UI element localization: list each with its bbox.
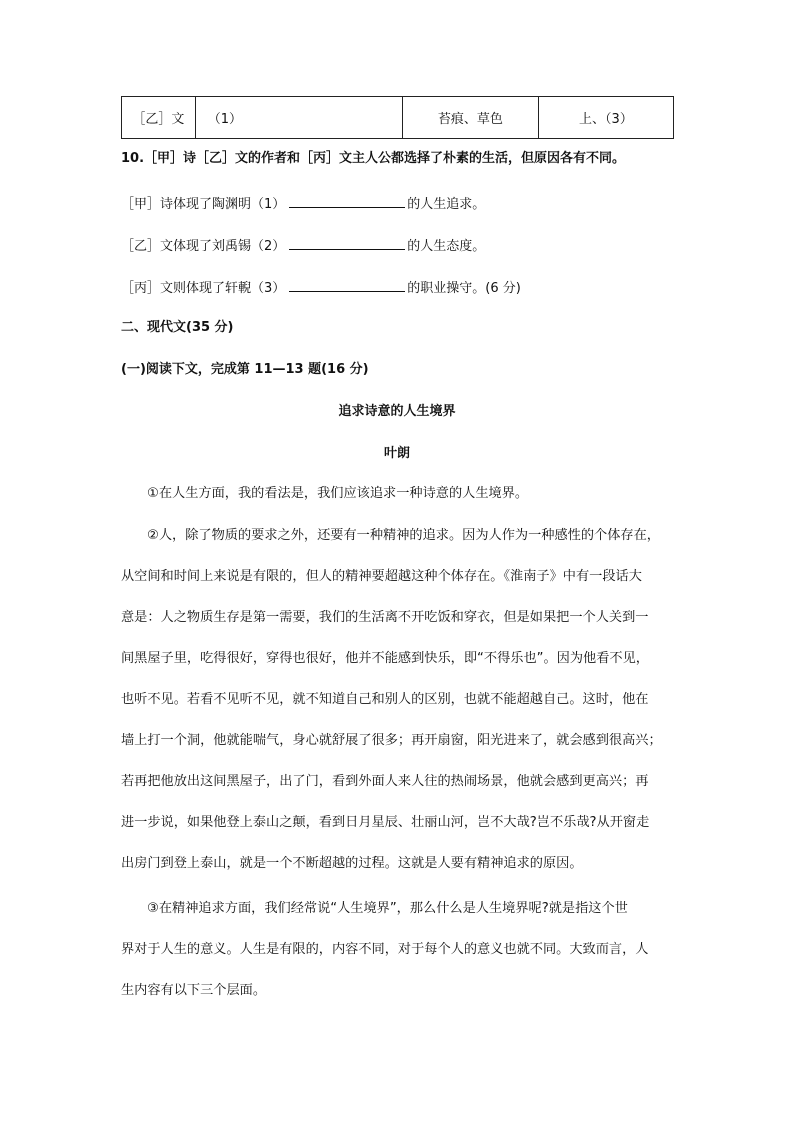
item-prefix: ［丙］文则体现了轩輗（3） [121,281,286,296]
paragraph-2 [121,515,674,884]
article-title: 追求诗意的人生境界 [338,404,456,419]
paragraph-line: 从空间和时间上来说是有限的，但人的精神要超越这种个体存在。《淮南子》中有一段话大 [121,569,642,584]
table-cell: 上、（3） [538,97,673,139]
table-row [122,97,674,139]
paragraph-1 [121,473,674,514]
paragraph-line: 出房门到登上泰山，就是一个不断超越的过程。这就是人要有精神追求的原因。 [121,856,583,871]
paragraph-line: 进一步说，如果他登上泰山之颠，看到日月星辰、壮丽山河，岂不大哉?岂不乐哉?从开窗走 [121,815,650,830]
question-10 [121,150,625,168]
item-prefix: ［甲］诗体现了陶渊明（1） [121,197,286,212]
paragraph-line: ①在人生方面，我的看法是，我们应该追求一种诗意的人生境界。 [147,486,529,501]
question-10-item-3 [121,277,521,298]
paragraph-line: ③在精神追求方面，我们经常说“人生境界”，那么什么是人生境界呢?就是指这个世 [147,901,628,916]
paragraph-line: ②人，除了物质的要求之外，还要有一种精神的追求。因为人作为一种感性的个体存在， [147,528,660,543]
table-cell: （1） [195,97,402,139]
table-cell: ［乙］文 [122,97,196,139]
paragraph-line: 间黑屋子里，吃得很好，穿得也很好，他并不能感到快乐，即“不得乐也”。因为他看不见， [121,651,649,666]
answer-blank[interactable] [289,277,405,292]
item-suffix: 的职业操守。(6 分) [407,281,521,296]
answer-blank[interactable] [289,235,405,250]
paragraph-line: 墙上打一个洞，他就能喘气，身心就舒展了很多；再开扇窗，阳光进来了，就会感到很高兴； [121,733,662,748]
item-suffix: 的人生追求。 [407,197,486,212]
answer-blank[interactable] [289,193,405,208]
table-cell: 苔痕、草色 [402,97,538,139]
section-heading: 二、现代文(35 分) [121,320,234,335]
article-author: 叶朗 [383,446,410,461]
paragraph-line: 也听不见。若看不见听不见，就不知道自己和别人的区别，也就不能超越自己。这时，他在 [121,692,649,707]
paragraph-line: 意是：人之物质生存是第一需要，我们的生活离不开吃饭和穿衣，但是如果把一个人关到一 [121,610,649,625]
paragraph-line: 若再把他放出这间黑屋子，出了门，看到外面人来人往的热闹场景，他就会感到更高兴；再 [121,774,649,789]
paragraph-line: 界对于人生的意义。人生是有限的，内容不同，对于每个人的意义也就不同。大致而言，人 [121,942,649,957]
paragraph-3 [121,888,674,1011]
question-10-item-1 [121,193,485,214]
paragraph-line: 生内容有以下三个层面。 [121,983,267,998]
item-suffix: 的人生态度。 [407,239,486,254]
question-text: ［甲］诗［乙］文的作者和［丙］文主人公都选择了朴素的生活，但原因各有不同。 [144,151,626,166]
answer-table [121,96,674,139]
section-subheading: (一)阅读下文，完成第 11—13 题(16 分) [121,362,369,377]
question-number: 10. [121,151,145,166]
item-prefix: ［乙］文体现了刘禹锡（2） [121,239,286,254]
question-10-item-2 [121,235,485,256]
